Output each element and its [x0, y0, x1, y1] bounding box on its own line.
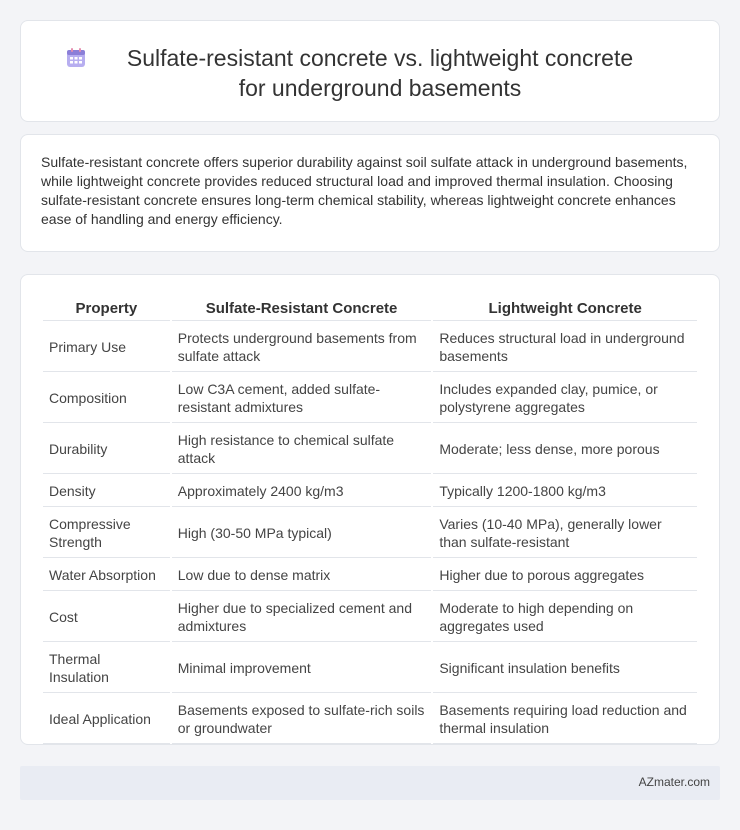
- summary-card: [20, 134, 720, 252]
- cell-sulfate-resistant: Minimal improvement: [172, 644, 432, 693]
- cell-lightweight: Significant insulation benefits: [433, 644, 697, 693]
- cell-sulfate-resistant: Protects underground basements from sulfate attack: [172, 323, 432, 372]
- footer: [20, 766, 720, 800]
- cell-property: Primary Use: [43, 323, 170, 372]
- cell-lightweight: Varies (10-40 MPa), generally lower than sulfate-resistant: [433, 509, 697, 558]
- table-row: [43, 695, 697, 744]
- table-row: [43, 425, 697, 474]
- table-row: [43, 644, 697, 693]
- cell-lightweight: Basements requiring load reduction and thermal insulation: [433, 695, 697, 744]
- cell-lightweight: Moderate to high depending on aggregates used: [433, 593, 697, 642]
- comparison-table-card: [20, 274, 720, 745]
- cell-sulfate-resistant: Low C3A cement, added sulfate-resistant admixtures: [172, 374, 432, 423]
- cell-property: Water Absorption: [43, 560, 170, 591]
- cell-property: Cost: [43, 593, 170, 642]
- table-row: [43, 560, 697, 591]
- header-property: Property: [43, 295, 170, 321]
- header-lightweight: Lightweight Concrete: [433, 295, 697, 321]
- cell-property: Compressive Strength: [43, 509, 170, 558]
- cell-property: Ideal Application: [43, 695, 170, 744]
- table-row: [43, 374, 697, 423]
- cell-sulfate-resistant: Basements exposed to sulfate-rich soils or groundwater: [172, 695, 432, 744]
- cell-property: Density: [43, 476, 170, 507]
- cell-sulfate-resistant: Approximately 2400 kg/m3: [172, 476, 432, 507]
- cell-lightweight: Higher due to porous aggregates: [433, 560, 697, 591]
- title-card: [20, 20, 720, 122]
- table-row: [43, 323, 697, 372]
- comparison-table: [41, 293, 699, 746]
- table-row: [43, 593, 697, 642]
- page-title: Sulfate-resistant concrete vs. lightweight concrete for underground basements: [126, 45, 634, 101]
- cell-lightweight: Typically 1200-1800 kg/m3: [433, 476, 697, 507]
- cell-sulfate-resistant: Low due to dense matrix: [172, 560, 432, 591]
- header-sulfate-resistant: Sulfate-Resistant Concrete: [172, 295, 432, 321]
- cell-lightweight: Moderate; less dense, more porous: [433, 425, 697, 474]
- summary-text: Sulfate-resistant concrete offers superior durability against soil sulfate attack in underground basements, while lightweight concrete provides reduced structural load and improved thermal insulation. Choosing sulfate-resistant concrete ensures long-term chemical stability, whereas lightweight concrete enhances ease of handling and energy efficiency.: [41, 154, 688, 227]
- cell-property: Thermal Insulation: [43, 644, 170, 693]
- table-row: [43, 509, 697, 558]
- footer-brand: AZmater.com: [638, 775, 710, 789]
- cell-property: Durability: [43, 425, 170, 474]
- cell-property: Composition: [43, 374, 170, 423]
- cell-sulfate-resistant: Higher due to specialized cement and admixtures: [172, 593, 432, 642]
- cell-lightweight: Reduces structural load in underground basements: [433, 323, 697, 372]
- cell-sulfate-resistant: High resistance to chemical sulfate attack: [172, 425, 432, 474]
- cell-lightweight: Includes expanded clay, pumice, or polystyrene aggregates: [433, 374, 697, 423]
- table-header-row: [43, 295, 697, 321]
- cell-sulfate-resistant: High (30-50 MPa typical): [172, 509, 432, 558]
- table-row: [43, 476, 697, 507]
